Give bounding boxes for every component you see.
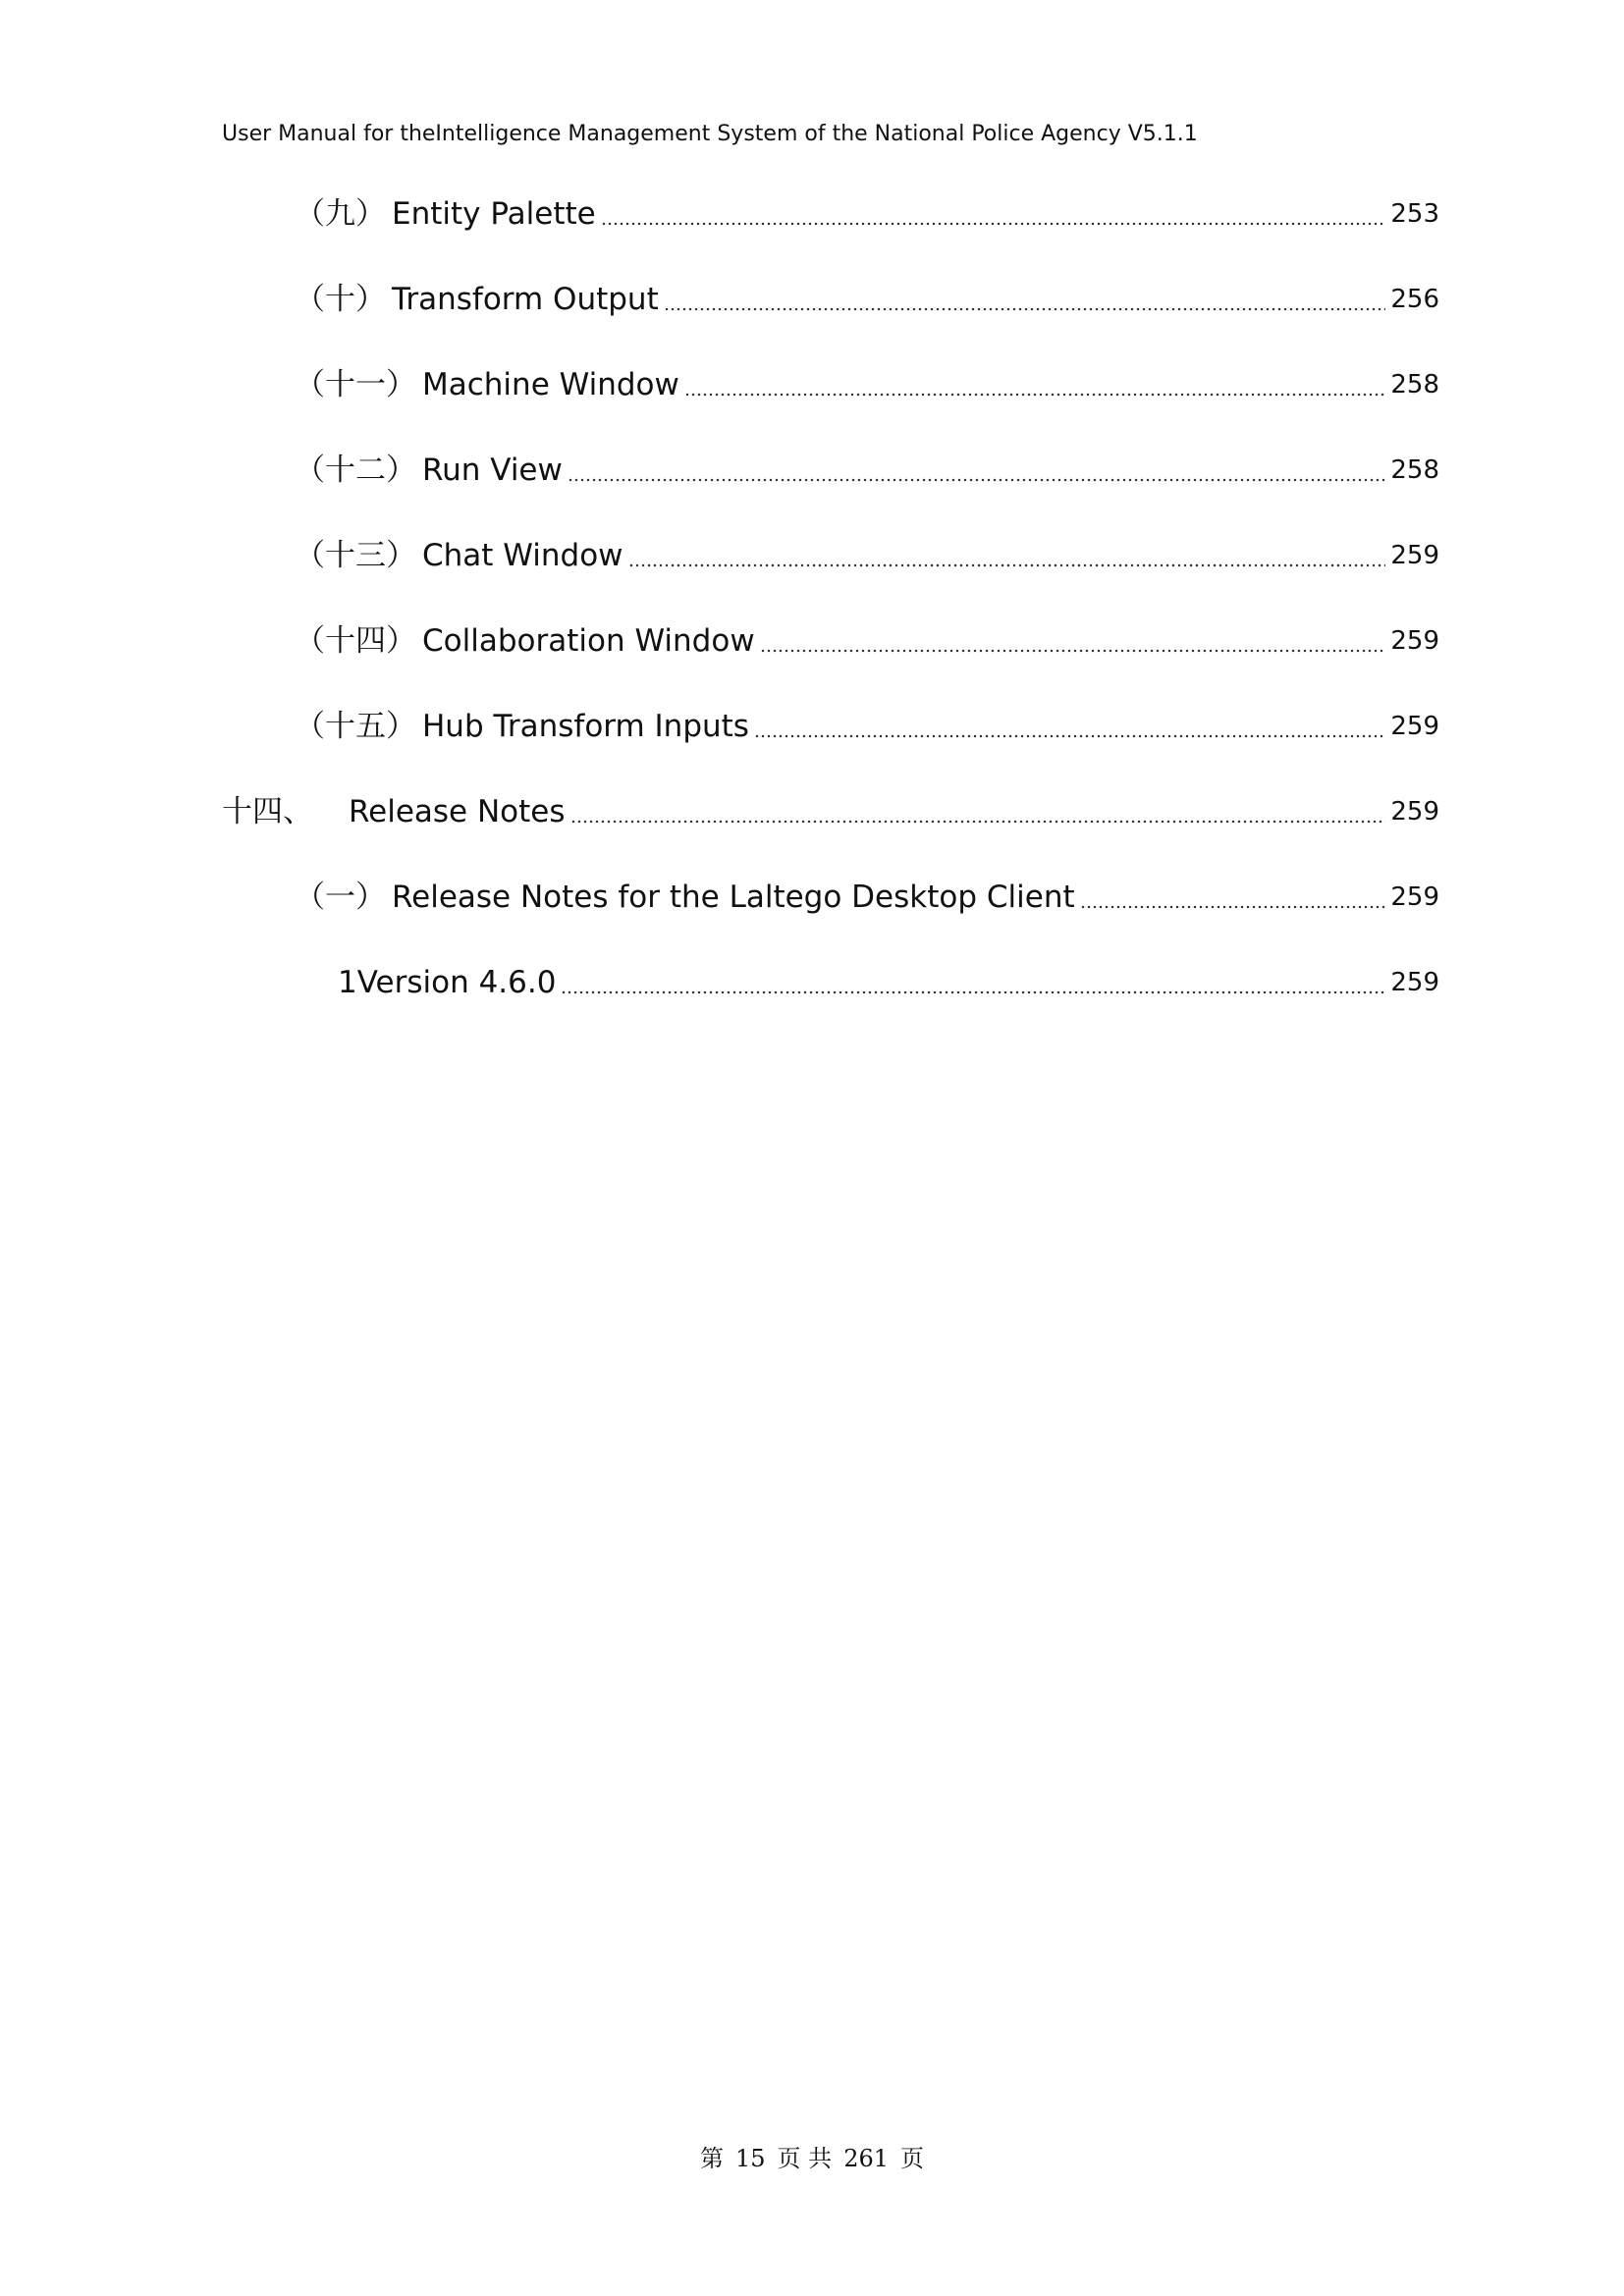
toc-entry-entity-palette[interactable] (295, 192, 1439, 236)
toc-entry-title: Chat Window (422, 538, 623, 573)
toc-dot-leader (601, 215, 1386, 227)
toc-entry-number: （十二） (295, 453, 416, 488)
toc-entry-number: 十四、 (222, 794, 313, 829)
toc-entry-release-notes[interactable] (222, 790, 1439, 833)
toc-entry-title: Transform Output (392, 282, 659, 317)
toc-entry-number: （十） (295, 282, 386, 317)
toc-entry-page: 259 (1390, 712, 1439, 741)
footer-prefix: 第 (700, 2145, 724, 2172)
footer-total-pages: 261 (843, 2145, 889, 2172)
toc-entry-title: Release Notes (349, 794, 566, 829)
toc-entry-page: 259 (1390, 541, 1439, 570)
toc-entry-title: Run View (422, 453, 563, 488)
toc-dot-leader (760, 642, 1386, 654)
toc-entry-page: 259 (1390, 797, 1439, 827)
toc-entry-number: （十五） (295, 709, 416, 744)
toc-entry-number: （一） (295, 880, 386, 915)
toc-entry-number: （九） (295, 196, 386, 232)
toc-entry-chat-window[interactable] (295, 534, 1439, 577)
toc-entry-page: 258 (1390, 455, 1439, 485)
toc-entry-release-notes-desktop-client[interactable] (295, 876, 1439, 919)
toc-entry-hub-transform-inputs[interactable] (295, 705, 1439, 748)
toc-entry-title: Release Notes for the Laltego Desktop Client (392, 880, 1075, 915)
toc-entry-machine-window[interactable] (295, 363, 1439, 406)
toc-entry-transform-output[interactable] (295, 278, 1439, 321)
toc-entry-page: 256 (1390, 285, 1439, 314)
toc-dot-leader (684, 386, 1386, 398)
toc-dot-leader (1080, 898, 1386, 910)
toc-entry-page: 259 (1390, 968, 1439, 997)
toc-entry-version-4-6-0[interactable] (338, 961, 1439, 1004)
footer-current-page: 15 (735, 2145, 766, 2172)
page-footer (0, 2142, 1624, 2175)
toc-entry-page: 258 (1390, 370, 1439, 400)
toc-entry-title: Version 4.6.0 (356, 965, 557, 1000)
toc-dot-leader (628, 557, 1386, 568)
toc-dot-leader (561, 984, 1385, 995)
toc-entry-page: 253 (1390, 199, 1439, 229)
toc-dot-leader (664, 300, 1386, 312)
toc-entry-title: Collaboration Window (422, 623, 755, 659)
toc-entry-title: Machine Window (422, 367, 679, 402)
toc-entry-page: 259 (1390, 882, 1439, 912)
toc-entry-title: Hub Transform Inputs (422, 709, 749, 744)
toc-entry-number: （十四） (295, 623, 416, 659)
toc-dot-leader (754, 727, 1385, 739)
toc-entry-number: 1 (338, 965, 357, 1000)
toc-dot-leader (570, 813, 1386, 825)
toc-entry-number: （十三） (295, 538, 416, 573)
toc-entry-collaboration-window[interactable] (295, 619, 1439, 663)
toc-entry-run-view[interactable] (295, 449, 1439, 492)
toc-entry-page: 259 (1390, 626, 1439, 656)
footer-mid: 页 共 (777, 2145, 833, 2172)
toc-dot-leader (568, 471, 1385, 483)
table-of-contents (0, 0, 1624, 1080)
toc-entry-title: Entity Palette (392, 196, 596, 232)
footer-suffix: 页 (900, 2145, 924, 2172)
page-header: User Manual for theIntelligence Management System of the National Police Agency V5.1.1 (222, 122, 1198, 146)
toc-entry-number: （十一） (295, 367, 416, 402)
